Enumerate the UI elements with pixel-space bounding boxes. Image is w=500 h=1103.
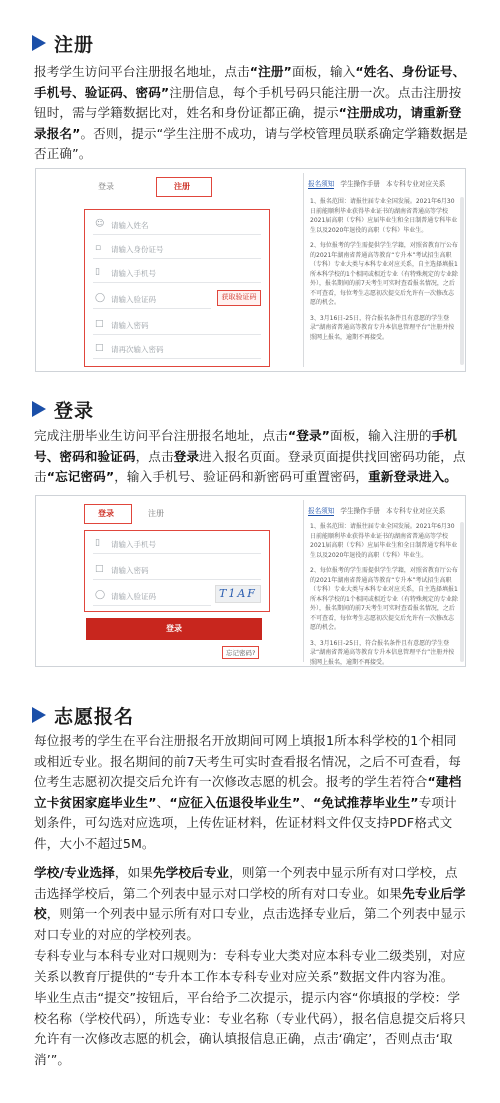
- bold-text-run: 手机号、密码和验证码: [34, 428, 457, 464]
- password-field[interactable]: □ 请输入密码: [93, 316, 261, 335]
- phone-field[interactable]: ▯ 请输入手机号: [93, 264, 261, 283]
- notice-tabs: [308, 178, 451, 188]
- tab-manual[interactable]: 学生操作手册: [340, 507, 380, 515]
- text-run: 毕业生点击“提交”按钮后，平台给予二次提示，提示内容“你填报的学校：学校名称（学校代码），所选专业：专业名称（专业代码），报名信息提交后将只允许有一次修改志愿的机会，确认填报信息正确，点击‘确定’，否则点击‘取消’”。: [34, 990, 466, 1067]
- triangle-bullet-icon: [32, 707, 46, 723]
- bold-text-run: “登录”: [287, 428, 331, 443]
- bold-text-run: 先专业后学校: [34, 885, 466, 921]
- tab-register[interactable]: 注册: [148, 509, 164, 518]
- password-field[interactable]: □ 请输入密码: [93, 561, 261, 580]
- tab-majors[interactable]: 本专科专业对应关系: [385, 507, 446, 515]
- text-run: ，则第一个列表中显示所有对口专业，点击选择专业后，第二个列表中显示对口专业的对应的学校列表。: [34, 906, 466, 942]
- user-icon: ☺: [95, 219, 105, 229]
- triangle-bullet-icon: [32, 35, 46, 51]
- bold-text-run: 先学校后专业: [152, 865, 230, 880]
- tab-notice[interactable]: 报名须知: [308, 507, 335, 515]
- tab-register[interactable]: 注册: [174, 182, 190, 191]
- text-run: ，输入手机号、验证码和新密码可重置密码，: [114, 469, 369, 484]
- shield-icon: ◯: [95, 590, 106, 600]
- captcha-image[interactable]: T1AF: [215, 585, 261, 603]
- divider: [303, 173, 304, 367]
- text-run: 报考学生访问平台注册报名地址，点击: [34, 64, 250, 79]
- login-form-panel: [36, 496, 286, 666]
- tab-majors[interactable]: 本专科专业对应关系: [385, 180, 446, 188]
- lock-icon: □: [95, 319, 104, 329]
- phone-icon: ▯: [95, 538, 100, 548]
- section-heading-register: [0, 28, 500, 58]
- text-run: 面板，输入: [291, 64, 356, 79]
- tab-manual[interactable]: 学生操作手册: [340, 180, 380, 188]
- lock-icon: □: [95, 564, 104, 574]
- section-title: 登录: [54, 400, 95, 422]
- notice-text: 1、报名范围：请报往届专业全国发展。2021年6月30日前能顺利毕业获得毕业证书的湖南省普通高等学校2021届高职（专科）应届毕业生和全日制普通专科毕业生以及2020年退役的高职（专科）毕业生。 2、每位报考的学生需提供学生学籍，对照省教育厅公布的2021年湖南省普通高等教育“专升本”考试招生高职（专科）专业大类与本科专业对应关系，自主选择填报1所本科学校的1个相同或相近专业（有特殊规定的专业除外），报名期间的前7天考生可实时查看报名情况，之后不可查看，每位考生志愿初次提交后允许有一次修改志愿的机会。 3、3月16日-25日，符合报名条件且有意愿的学生登录“湖南省普通高等教育专升本信息管理平台”注册并按照网上报名，逾期不再接受。: [310, 198, 458, 341]
- id-number-field[interactable]: ▫ 请输入身份证号: [93, 240, 261, 259]
- tab-login[interactable]: 登录: [98, 182, 114, 191]
- text-run: ，如果: [114, 865, 153, 880]
- id-card-icon: ▫: [95, 243, 102, 253]
- tab-notice[interactable]: 报名须知: [308, 180, 335, 188]
- login-fields-box: [84, 530, 270, 612]
- bold-text-run: “忘记密码”: [46, 469, 115, 484]
- text-run: 、: [300, 794, 314, 810]
- register-form-panel: [36, 169, 286, 371]
- application-paragraph-4: [34, 988, 468, 1070]
- code-field[interactable]: ◯ 请输入验证码: [93, 587, 211, 606]
- register-screenshot: [35, 168, 466, 372]
- triangle-bullet-icon: [32, 401, 46, 417]
- confirm-password-field[interactable]: □ 请再次输入密码: [93, 340, 261, 359]
- text-run: 每位报考的学生在平台注册报名开放期间可网上填报1所本科学校的1个相同或相近专业。报名期间的前7天考生可实时查看报名情况，之后不可查看，每位考生志愿初次提交后允许有一次修改志愿的机会。报考的学生若符合: [34, 733, 462, 789]
- text-run: ，则第一个列表中显示所有对口学校，点击选择学校后，第二个列表中显示对口学校的所有对口专业。如果: [34, 865, 458, 901]
- application-paragraph-3: [34, 946, 468, 987]
- phone-icon: ▯: [95, 267, 100, 277]
- section-heading-application: [0, 700, 500, 730]
- bold-text-run: 登录: [173, 448, 200, 464]
- bold-text-run: “注册成功，请重新登录报名”: [34, 105, 462, 141]
- section-title: 志愿报名: [54, 706, 135, 728]
- text-run: 。否则，提示“学生注册不成功，请与学校管理员联系确定学籍数据是否正确”。: [34, 125, 468, 161]
- register-paragraph: [34, 62, 468, 165]
- code-field[interactable]: ◯ 请输入验证码: [93, 290, 211, 309]
- text-run: 、: [156, 794, 170, 810]
- section-heading-login: [0, 394, 500, 424]
- name-field[interactable]: ☺ 请输入姓名: [93, 216, 261, 235]
- application-paragraph-2: [34, 863, 468, 945]
- bold-text-run: “免试推荐毕业生”: [313, 794, 419, 810]
- forgot-password-link[interactable]: 忘记密码?: [222, 646, 259, 659]
- login-button[interactable]: 登录: [86, 618, 262, 640]
- shield-icon: ◯: [95, 293, 106, 303]
- section-title: 注册: [54, 34, 95, 56]
- bold-text-run: “注册”: [249, 64, 292, 79]
- text-run: ，点击: [135, 448, 174, 464]
- text-run: 完成注册毕业生访问平台注册报名地址，点击: [34, 428, 288, 443]
- scrollbar[interactable]: [460, 522, 464, 662]
- lock-icon: □: [95, 343, 104, 353]
- tab-login[interactable]: 登录: [98, 509, 114, 518]
- register-fields-box: [84, 209, 270, 367]
- bold-text-run: 重新登录进入。: [368, 469, 457, 484]
- notice-tabs: [308, 505, 451, 515]
- text-run: 注册信息，每个手机号码只能注册一次。点击注册按钮时，需与学籍数据比对，姓名和身份证都正确，提示: [34, 84, 462, 120]
- login-paragraph: [34, 426, 468, 488]
- bold-text-run: “姓名、身份证号、手机号、验证码、密码”: [34, 64, 466, 100]
- bold-text-run: “应征入伍退役毕业生”: [169, 794, 301, 810]
- scrollbar[interactable]: [460, 197, 464, 365]
- application-paragraph-1: [34, 731, 468, 854]
- text-run: 进入报名页面。登录页面提供找回密码功能，点击: [34, 448, 466, 484]
- bold-text-run: 学校/专业选择: [34, 865, 115, 880]
- login-register-tabs: [36, 504, 286, 526]
- text-run: 专项计划条件，可勾选对应选项，上传佐证材料，佐证材料文件仅支持PDF格式文件，大小不超过5M。: [34, 794, 457, 851]
- login-screenshot: [35, 495, 466, 667]
- divider: [303, 500, 304, 662]
- text-run: 面板，输入注册的: [330, 428, 432, 443]
- bold-text-run: “建档立卡贫困家庭毕业生”: [34, 774, 462, 810]
- notice-text: 1、报名范围：请报往届专业全国发展。2021年6月30日前能顺利毕业获得毕业证书的湖南省普通高等学校2021届高职（专科）应届毕业生和全日制普通专科毕业生以及2020年退役的高职（专科）毕业生。 2、每位报考的学生需提供学生学籍，对照省教育厅公布的2021年湖南省普通高等教育“专升本”考试招生高职（专科）专业大类与本科专业对应关系，自主选择填报1所本科学校的1个相同或相近专业（有特殊规定的专业除外），报名期间的前7天考生可实时查看报名情况，之后不可查看，每位考生志愿初次提交后允许有一次修改志愿的机会。 3、3月16日-25日，符合报名条件且有意愿的学生登录“湖南省普通高等教育专升本信息管理平台”注册并按照网上报名，逾期不再接受。: [310, 523, 458, 666]
- text-run: 专科专业与本科专业对口规则为：专科专业大类对应本科专业二级类别，对应关系以教育厅提供的“专升本工作本专科专业对应关系”数据文件内容为准。: [34, 948, 466, 984]
- login-register-tabs: [36, 177, 286, 199]
- get-code-button[interactable]: 获取验证码: [217, 290, 261, 306]
- phone-field[interactable]: ▯ 请输入手机号: [93, 535, 261, 554]
- notice-panel: [306, 169, 467, 371]
- notice-panel: [306, 496, 467, 666]
